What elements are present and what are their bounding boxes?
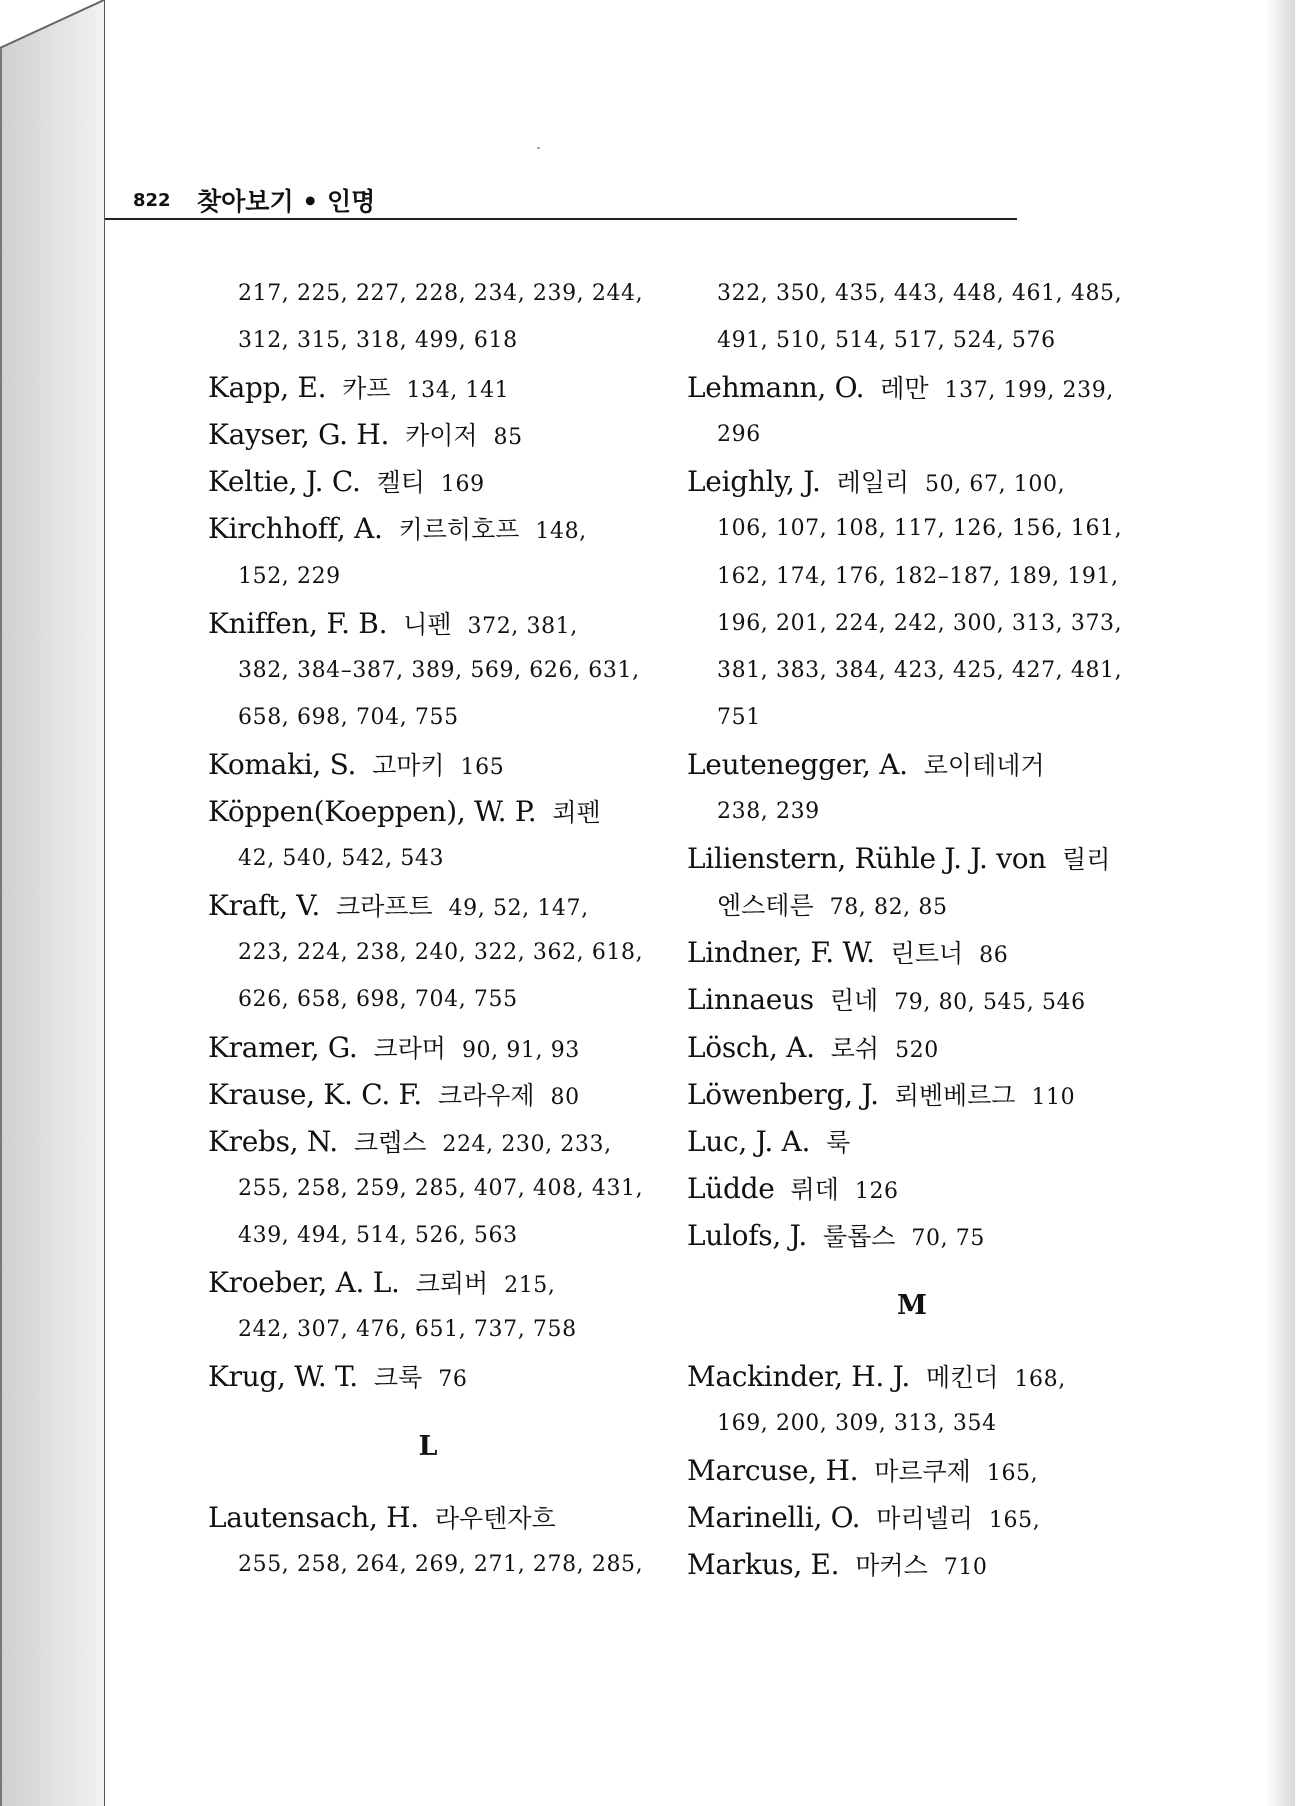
index-entry bbox=[208, 741, 648, 788]
entry-main-line bbox=[208, 1118, 648, 1165]
entry-continuation-line bbox=[687, 600, 1137, 647]
entry-main-line bbox=[687, 835, 1137, 882]
entry-main-line bbox=[208, 1024, 648, 1071]
index-entry bbox=[208, 882, 648, 1023]
person-name: Kapp, E. bbox=[208, 371, 327, 405]
korean-name: 로쉬 bbox=[830, 1033, 880, 1063]
entry-continuation-line bbox=[687, 505, 1137, 552]
page-refs: 78, 82, 85 bbox=[829, 895, 948, 921]
entry-continuation-line bbox=[687, 270, 1137, 317]
entry-main-line bbox=[687, 1024, 1137, 1071]
korean-name: 레만 bbox=[880, 374, 929, 404]
entry-continuation-line bbox=[687, 882, 1137, 929]
entry-continuation-line bbox=[208, 270, 648, 317]
page-title: 찾아보기 • 인명 bbox=[197, 187, 376, 216]
page-number: 822 bbox=[133, 190, 171, 211]
person-name: Lindner, F. W. bbox=[687, 936, 875, 970]
entry-main-line bbox=[687, 1494, 1137, 1541]
korean-name: 린트너 bbox=[890, 939, 964, 969]
entry-main-line bbox=[687, 1071, 1137, 1118]
page-refs: 165 bbox=[460, 754, 505, 780]
page-refs: 80 bbox=[550, 1084, 580, 1110]
entry-main-line bbox=[687, 1541, 1137, 1588]
page-refs: 296 bbox=[717, 422, 761, 448]
page-refs: 372, 381, bbox=[467, 613, 578, 639]
entry-continuation-line bbox=[687, 694, 1137, 741]
page-refs: 168, bbox=[1014, 1366, 1066, 1392]
korean-name: 레일리 bbox=[836, 468, 910, 498]
entry-main-line bbox=[687, 1165, 1137, 1212]
korean-name: 라우텐자흐 bbox=[434, 1504, 556, 1534]
index-entry bbox=[687, 1212, 1137, 1259]
page-refs: 126 bbox=[854, 1178, 899, 1204]
page-refs: 85 bbox=[493, 425, 523, 451]
entry-main-line bbox=[208, 411, 648, 458]
entry-continuation-line bbox=[687, 317, 1137, 364]
page-refs: 223, 224, 238, 240, 322, 362, 618, bbox=[238, 940, 644, 966]
page-refs: 322, 350, 435, 443, 448, 461, 485, bbox=[717, 281, 1123, 306]
index-column-left bbox=[208, 270, 648, 1588]
korean-name: 크뢰버 bbox=[415, 1268, 489, 1298]
entry-continuation-line bbox=[687, 647, 1137, 694]
index-entry bbox=[208, 1353, 648, 1400]
page-refs: 491, 510, 514, 517, 524, 576 bbox=[717, 328, 1056, 354]
korean-name: 키르히호프 bbox=[398, 515, 520, 545]
korean-name: 고마키 bbox=[372, 750, 445, 780]
person-name: Marcuse, H. bbox=[687, 1454, 859, 1488]
page-refs: 134, 141 bbox=[406, 378, 510, 404]
index-entry bbox=[687, 976, 1137, 1023]
page-refs: 50, 67, 100, bbox=[925, 472, 1066, 498]
entry-main-line bbox=[208, 741, 648, 788]
korean-name: 룩 bbox=[826, 1127, 851, 1157]
person-name: Marinelli, O. bbox=[687, 1501, 861, 1535]
person-name: Kniffen, F. B. bbox=[208, 606, 388, 640]
entry-main-line bbox=[208, 1353, 648, 1400]
person-name: Lehmann, O. bbox=[687, 371, 865, 405]
section-letter: M bbox=[897, 1289, 927, 1321]
page-refs: 626, 658, 698, 704, 755 bbox=[238, 987, 518, 1013]
person-name: Lüdde bbox=[687, 1171, 775, 1205]
person-name: Köppen(Koeppen), W. P. bbox=[208, 795, 537, 829]
entry-continuation-line bbox=[208, 647, 648, 694]
page-refs: 70, 75 bbox=[911, 1225, 985, 1251]
entry-main-line bbox=[208, 1494, 648, 1541]
korean-name: 룰롭스 bbox=[822, 1221, 896, 1251]
page-refs: 90, 91, 93 bbox=[461, 1037, 580, 1063]
entry-continuation-line bbox=[208, 317, 648, 364]
person-name: Luc, J. A. bbox=[687, 1124, 811, 1158]
person-name: Löwenberg, J. bbox=[687, 1077, 879, 1111]
korean-name: 메킨더 bbox=[925, 1362, 999, 1392]
korean-name: 크렙스 bbox=[353, 1127, 427, 1157]
person-name: Markus, E. bbox=[687, 1548, 840, 1582]
entry-main-line bbox=[687, 1447, 1137, 1494]
book-spine bbox=[0, 0, 104, 1806]
person-name: Leighly, J. bbox=[687, 465, 821, 499]
entry-main-line bbox=[687, 741, 1137, 788]
index-entry bbox=[208, 1071, 648, 1118]
korean-name: 릴리 bbox=[1062, 845, 1111, 875]
korean-name-continued: 엔스테른 bbox=[717, 891, 814, 921]
entry-main-line bbox=[687, 929, 1137, 976]
index-entry bbox=[687, 1118, 1137, 1165]
entry-continuation-line bbox=[687, 788, 1137, 835]
page-refs: 217, 225, 227, 228, 234, 239, 244, bbox=[238, 281, 644, 306]
page-refs: 110 bbox=[1031, 1084, 1076, 1110]
page-refs: 42, 540, 542, 543 bbox=[238, 846, 445, 872]
page-refs: 242, 307, 476, 651, 737, 758 bbox=[238, 1317, 577, 1343]
korean-name: 마리넬리 bbox=[876, 1504, 973, 1534]
entry-continuation-line bbox=[687, 411, 1137, 458]
korean-name: 린네 bbox=[829, 986, 879, 1016]
person-name: Krause, K. C. F. bbox=[208, 1077, 422, 1111]
page-refs: 152, 229 bbox=[238, 563, 341, 589]
index-entry bbox=[208, 1118, 648, 1259]
person-name: Krug, W. T. bbox=[208, 1360, 358, 1394]
korean-name: 카이저 bbox=[405, 421, 478, 451]
entry-continuation-line bbox=[687, 1400, 1137, 1447]
index-entry bbox=[208, 270, 648, 364]
page-edge-shadow bbox=[1265, 0, 1295, 1806]
korean-name: 켈티 bbox=[376, 468, 425, 498]
person-name: Krebs, N. bbox=[208, 1124, 338, 1158]
person-name: Lösch, A. bbox=[687, 1030, 815, 1064]
page-refs: 79, 80, 545, 546 bbox=[894, 990, 1086, 1016]
entry-main-line bbox=[208, 788, 648, 835]
page-refs: 165, bbox=[988, 1508, 1041, 1534]
page-refs: 49, 52, 147, bbox=[448, 896, 589, 922]
index-entry bbox=[208, 1494, 648, 1588]
page-refs: 312, 315, 318, 499, 618 bbox=[238, 328, 518, 354]
index-entry bbox=[208, 1024, 648, 1071]
entry-main-line bbox=[687, 1212, 1137, 1259]
index-entry bbox=[687, 1165, 1137, 1212]
page-refs: 169 bbox=[440, 472, 485, 498]
entry-continuation-line bbox=[687, 553, 1137, 600]
entry-main-line bbox=[208, 600, 648, 647]
person-name: Kroeber, A. L. bbox=[208, 1265, 400, 1299]
page-refs: 439, 494, 514, 526, 563 bbox=[238, 1222, 518, 1248]
index-entry bbox=[208, 600, 648, 741]
page-refs: 162, 174, 176, 182–187, 189, 191, bbox=[717, 563, 1119, 589]
korean-name: 크라머 bbox=[373, 1033, 446, 1063]
index-entry bbox=[687, 458, 1137, 741]
page-refs: 224, 230, 233, bbox=[442, 1131, 612, 1157]
entry-main-line bbox=[208, 1071, 648, 1118]
korean-name: 뤼데 bbox=[790, 1174, 839, 1204]
index-entry bbox=[208, 1259, 648, 1353]
entry-continuation-line bbox=[208, 835, 648, 882]
page-refs: 165, bbox=[986, 1461, 1039, 1487]
page-refs: 238, 239 bbox=[717, 799, 820, 825]
korean-name: 로이테네거 bbox=[923, 750, 1045, 780]
person-name: Lulofs, J. bbox=[687, 1218, 807, 1252]
index-entry bbox=[208, 411, 648, 458]
index-entry bbox=[687, 929, 1137, 976]
korean-name: 마르쿠제 bbox=[874, 1457, 971, 1487]
entry-main-line bbox=[208, 505, 648, 552]
korean-name: 카프 bbox=[342, 374, 391, 404]
page-refs: 658, 698, 704, 755 bbox=[238, 704, 459, 730]
page-refs: 148, bbox=[535, 519, 587, 545]
index-column-right bbox=[687, 270, 1137, 1588]
person-name: Leutenegger, A. bbox=[687, 747, 908, 781]
page-refs: 710 bbox=[943, 1555, 988, 1581]
index-entry bbox=[687, 741, 1137, 835]
page-refs: 106, 107, 108, 117, 126, 156, 161, bbox=[717, 516, 1123, 542]
person-name: Mackinder, H. J. bbox=[687, 1359, 910, 1393]
korean-name: 뢰벤베르그 bbox=[894, 1080, 1016, 1110]
index-entry bbox=[687, 1024, 1137, 1071]
korean-name: 크라프트 bbox=[335, 892, 433, 922]
index-entry bbox=[208, 364, 648, 411]
page-refs: 520 bbox=[895, 1037, 939, 1063]
page-refs: 255, 258, 264, 269, 271, 278, 285, bbox=[238, 1552, 644, 1578]
index-entry bbox=[687, 270, 1137, 364]
index-entry bbox=[687, 1447, 1137, 1494]
entry-continuation-line bbox=[208, 1165, 648, 1212]
entry-main-line bbox=[208, 1259, 648, 1306]
section-letter: L bbox=[418, 1431, 438, 1463]
entry-main-line bbox=[208, 458, 648, 505]
entry-continuation-line bbox=[208, 1306, 648, 1353]
entry-main-line bbox=[208, 364, 648, 411]
person-name: Keltie, J. C. bbox=[208, 465, 361, 499]
index-entry bbox=[208, 505, 648, 599]
entry-continuation-line bbox=[208, 553, 648, 600]
entry-main-line bbox=[687, 1353, 1137, 1400]
index-entry bbox=[687, 1494, 1137, 1541]
page-refs: 382, 384–387, 389, 569, 626, 631, bbox=[238, 657, 640, 683]
entry-continuation-line bbox=[208, 694, 648, 741]
entry-main-line bbox=[208, 882, 648, 929]
entry-main-line bbox=[687, 458, 1137, 505]
entry-main-line bbox=[687, 976, 1137, 1023]
entry-main-line bbox=[687, 1118, 1137, 1165]
index-entry bbox=[687, 1071, 1137, 1118]
page-refs: 86 bbox=[979, 943, 1009, 969]
person-name: Linnaeus bbox=[687, 983, 814, 1017]
index-entry bbox=[208, 788, 648, 882]
person-name: Kraft, V. bbox=[208, 889, 320, 923]
korean-name: 마커스 bbox=[855, 1551, 928, 1581]
index-entry bbox=[687, 1353, 1137, 1447]
korean-name: 크룩 bbox=[373, 1363, 423, 1393]
person-name: Lautensach, H. bbox=[208, 1501, 419, 1535]
entry-continuation-line bbox=[208, 929, 648, 976]
entry-continuation-line bbox=[208, 1212, 648, 1259]
person-name: Kramer, G. bbox=[208, 1030, 358, 1064]
entry-continuation-line bbox=[208, 976, 648, 1023]
index-entry bbox=[208, 458, 648, 505]
entry-main-line bbox=[687, 364, 1137, 411]
entry-continuation-line bbox=[208, 1541, 648, 1588]
person-name: Lilienstern, Rühle J. J. von bbox=[687, 842, 1047, 876]
person-name: Kayser, G. H. bbox=[208, 418, 390, 452]
korean-name: 니펜 bbox=[403, 609, 452, 639]
page-refs: 381, 383, 384, 423, 425, 427, 481, bbox=[717, 657, 1123, 683]
page-refs: 169, 200, 309, 313, 354 bbox=[717, 1411, 997, 1437]
korean-name: 크라우제 bbox=[437, 1080, 535, 1110]
page-refs: 255, 258, 259, 285, 407, 408, 431, bbox=[238, 1175, 644, 1201]
korean-name: 쾨펜 bbox=[552, 798, 601, 828]
page-refs: 751 bbox=[717, 704, 761, 730]
page-refs: 196, 201, 224, 242, 300, 313, 373, bbox=[717, 610, 1123, 636]
index-entry bbox=[687, 1541, 1137, 1588]
page-refs: 76 bbox=[438, 1367, 468, 1393]
scan-speck bbox=[537, 147, 540, 149]
page-header bbox=[105, 188, 1017, 220]
index-entry bbox=[687, 364, 1137, 458]
page-refs: 137, 199, 239, bbox=[944, 378, 1114, 404]
index-entry bbox=[687, 835, 1137, 929]
person-name: Kirchhoff, A. bbox=[208, 512, 383, 546]
page-refs: 215, bbox=[504, 1272, 556, 1298]
person-name: Komaki, S. bbox=[208, 747, 357, 781]
